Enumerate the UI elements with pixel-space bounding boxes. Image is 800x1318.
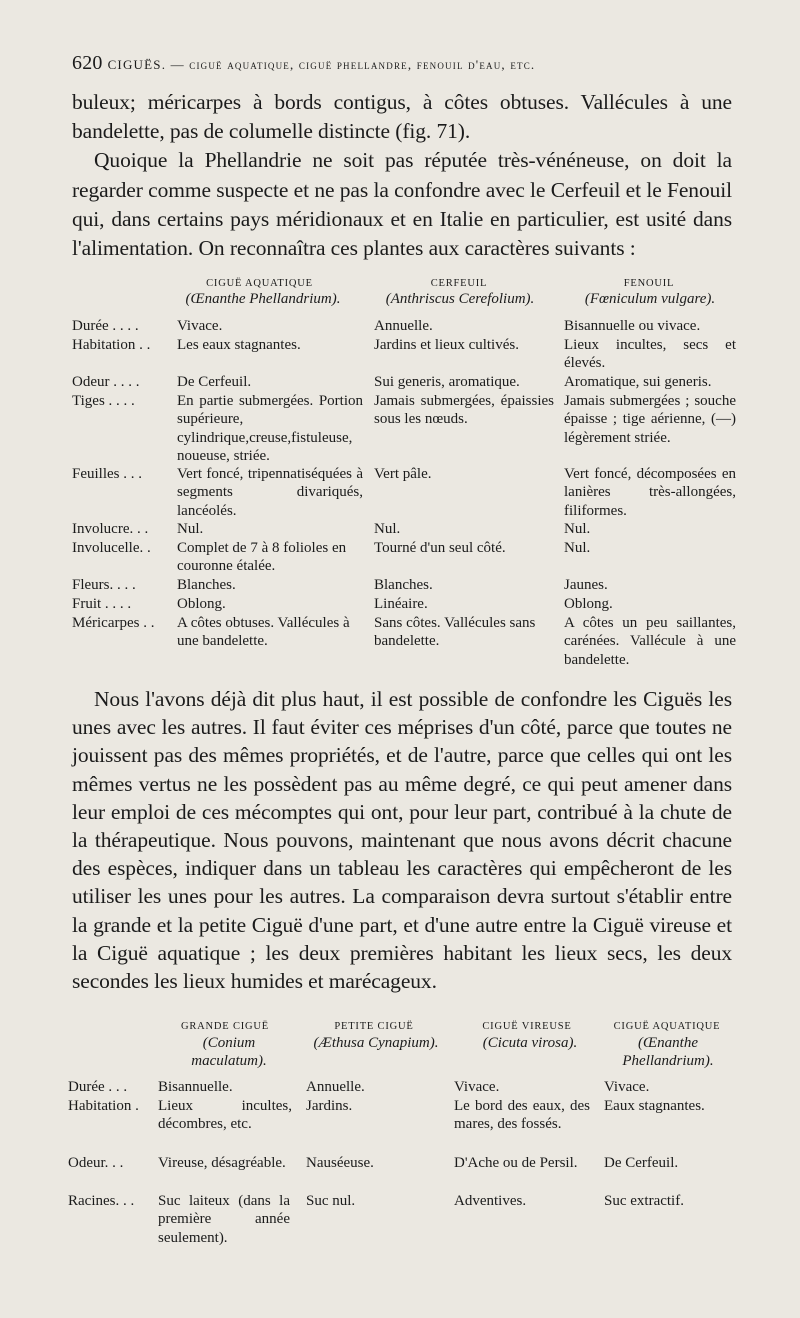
- table-cell: De Cerfeuil.: [177, 374, 252, 390]
- table-cell: Vert foncé, décomposées en lanières très-allongées, filiformes.: [564, 466, 736, 519]
- table-cell: Le bord des eaux, des mares, des fossés.: [454, 1098, 590, 1133]
- table-cell: De Cerfeuil.: [604, 1155, 679, 1171]
- row-label: Involucelle. .: [72, 540, 151, 556]
- comparison-table-phellandrie: [72, 275, 736, 675]
- column-heading: CIGUË AQUATIQUE: [613, 1021, 721, 1032]
- column-heading: GRANDE CIGUË: [180, 1021, 270, 1032]
- column-heading: FENOUIL: [623, 278, 675, 289]
- row-label: Fruit . . . .: [72, 596, 132, 612]
- table-cell: Eaux stagnantes.: [604, 1098, 705, 1114]
- row-label: Fleurs. . . .: [72, 577, 136, 593]
- table-cell: Jardins.: [306, 1098, 353, 1114]
- table-cell: Annuelle.: [306, 1079, 365, 1095]
- table-cell: Bisannuelle ou vivace.: [564, 318, 701, 334]
- page-number: 620: [72, 52, 103, 74]
- table-cell: Suc nul.: [306, 1193, 356, 1209]
- table-cell: Vivace.: [604, 1079, 650, 1095]
- table-cell: Tourné d'un seul côté.: [374, 540, 506, 556]
- table-cell: Jaunes.: [564, 577, 608, 593]
- paragraph: Quoique la Phellandrie ne soit pas réputée très-vénéneuse, on doit la regarder comme suspecte et ne pas la confondre avec le Cerfeuil et le Fenouil qui, dans certains pays méridionaux et en Italie en particulier, est usité dans l'alimentation. On reconnaîtra ces plantes aux caractères suivants :: [72, 148, 732, 261]
- row-label: Involucre. . .: [72, 521, 149, 537]
- table-cell: Linéaire.: [374, 596, 428, 612]
- table-cell: Les eaux stagnantes.: [177, 337, 301, 353]
- column-heading: CIGUË VIREUSE: [482, 1021, 572, 1032]
- column-latin-name: (Œnanthe Phellandrium).: [622, 1035, 714, 1070]
- table-cell: Nul.: [564, 521, 591, 537]
- table-cell: Vireuse, désagréable.: [158, 1155, 286, 1171]
- column-latin-name: (Cicuta virosa).: [482, 1035, 578, 1051]
- column-latin-name: (Œnanthe Phellandrium).: [185, 291, 341, 307]
- table-cell: Vert pâle.: [374, 466, 432, 482]
- row-label: Durée . . .: [68, 1079, 128, 1095]
- table-cell: Blanches.: [177, 577, 236, 593]
- table-cell: Nauséeuse.: [306, 1155, 374, 1171]
- paragraph: buleux; méricarpes à bords contigus, à côtes obtuses. Vallécules à une bandelette, pas de columelle distincte (fig. 71).: [72, 90, 732, 144]
- column-latin-name: (Conium maculatum).: [191, 1035, 267, 1070]
- column-heading: PETITE CIGUË: [334, 1021, 414, 1032]
- table-cell: Suc extractif.: [604, 1193, 684, 1209]
- row-label: Habitation .: [68, 1098, 139, 1114]
- table-cell: Jamais submergées ; souche épaisse ; tige aérienne, (—) légèrement striée.: [564, 393, 736, 446]
- table-cell: Jamais submergées, épaissies sous les nœuds.: [374, 393, 554, 428]
- table-cell: Nul.: [564, 540, 591, 556]
- table-cell: Jardins et lieux cultivés.: [374, 337, 519, 353]
- column-heading: CIGUË AQUATIQUE: [206, 278, 313, 289]
- running-header: [72, 52, 732, 75]
- table-cell: Complet de 7 à 8 folioles en couronne étalée.: [177, 540, 347, 575]
- table-cell: Nul.: [177, 521, 204, 537]
- table-cell: A côtes obtuses. Vallécules à une bandelette.: [177, 615, 350, 650]
- row-label: Durée . . . .: [72, 318, 139, 334]
- table-cell: Lieux incultes, secs et élevés.: [564, 337, 736, 372]
- comparison-table-cigues: [68, 1018, 736, 1278]
- table-cell: Blanches.: [374, 577, 433, 593]
- row-label: Odeur. . .: [68, 1155, 124, 1171]
- table-cell: Bisannuelle.: [158, 1079, 233, 1095]
- column-latin-name: (Anthriscus Cerefolium).: [385, 291, 535, 307]
- intro-text: [72, 88, 732, 263]
- table-cell: Vert foncé, tripennatiséquées à segments divariqués, lancéolés.: [177, 466, 363, 519]
- row-label: Méricarpes . .: [72, 615, 155, 631]
- running-title: CIGUËS. — ciguë aquatique, ciguë phellandre, fenouil d'eau, etc.: [107, 57, 536, 72]
- table-cell: Oblong.: [564, 596, 613, 612]
- table-cell: En partie submergées. Portion supérieure, cylindrique,creuse,fistuleuse, noueuse, striée.: [177, 393, 363, 465]
- table-cell: Aromatique, sui generis.: [564, 374, 712, 390]
- row-label: Tiges . . . .: [72, 393, 135, 409]
- row-label: Racines. . .: [68, 1193, 135, 1209]
- table-cell: Nul.: [374, 521, 401, 537]
- table-cell: Vivace.: [177, 318, 223, 334]
- comparison-text: [72, 685, 732, 995]
- paragraph: Nous l'avons déjà dit plus haut, il est possible de confondre les Ciguës les unes avec les autres. Il faut éviter ces méprises d'un côté, parce que toutes ne jouissent pas des mêmes propriétés, et de l'autre, parce que celles qui ont les mêmes vertus ne les possèdent pas au même degré, ce qui peut amener dans leur emploi de ces mécomptes qui ont, pour leur part, contribué à la chute de la thérapeutique. Nous pouvons, maintenant que nous avons décrit chacune des espèces, indiquer dans un tableau les caractères qui empêcheront de les utiliser les unes pour les autres. La comparaison devra surtout s'établir entre la grande et la petite Ciguë d'une part, et d'une autre entre la Ciguë vireuse et la Ciguë aquatique ; les deux premières habitant les lieux secs, les deux secondes les lieux humides et marécageux.: [72, 687, 732, 994]
- table-cell: Sui generis, aromatique.: [374, 374, 520, 390]
- column-heading: CERFEUIL: [430, 278, 488, 289]
- table-cell: Sans côtes. Vallécules sans bandelette.: [374, 615, 536, 650]
- table-cell: A côtes un peu saillantes, carénées. Vallécule à une bandelette.: [564, 615, 736, 668]
- row-label: Odeur . . . .: [72, 374, 140, 390]
- table-cell: Oblong.: [177, 596, 226, 612]
- column-latin-name: (Æthusa Cynapium).: [313, 1035, 439, 1051]
- table-cell: D'Ache ou de Persil.: [454, 1155, 578, 1171]
- table-cell: Adventives.: [454, 1193, 527, 1209]
- table-cell: Suc laiteux (dans la première année seulement).: [158, 1193, 290, 1246]
- table-cell: Lieux incultes, décombres, etc.: [158, 1098, 292, 1133]
- column-latin-name: (Fœniculum vulgare).: [584, 291, 716, 307]
- table-cell: Vivace.: [454, 1079, 500, 1095]
- row-label: Habitation . .: [72, 337, 151, 353]
- table-cell: Annuelle.: [374, 318, 433, 334]
- row-label: Feuilles . . .: [72, 466, 142, 482]
